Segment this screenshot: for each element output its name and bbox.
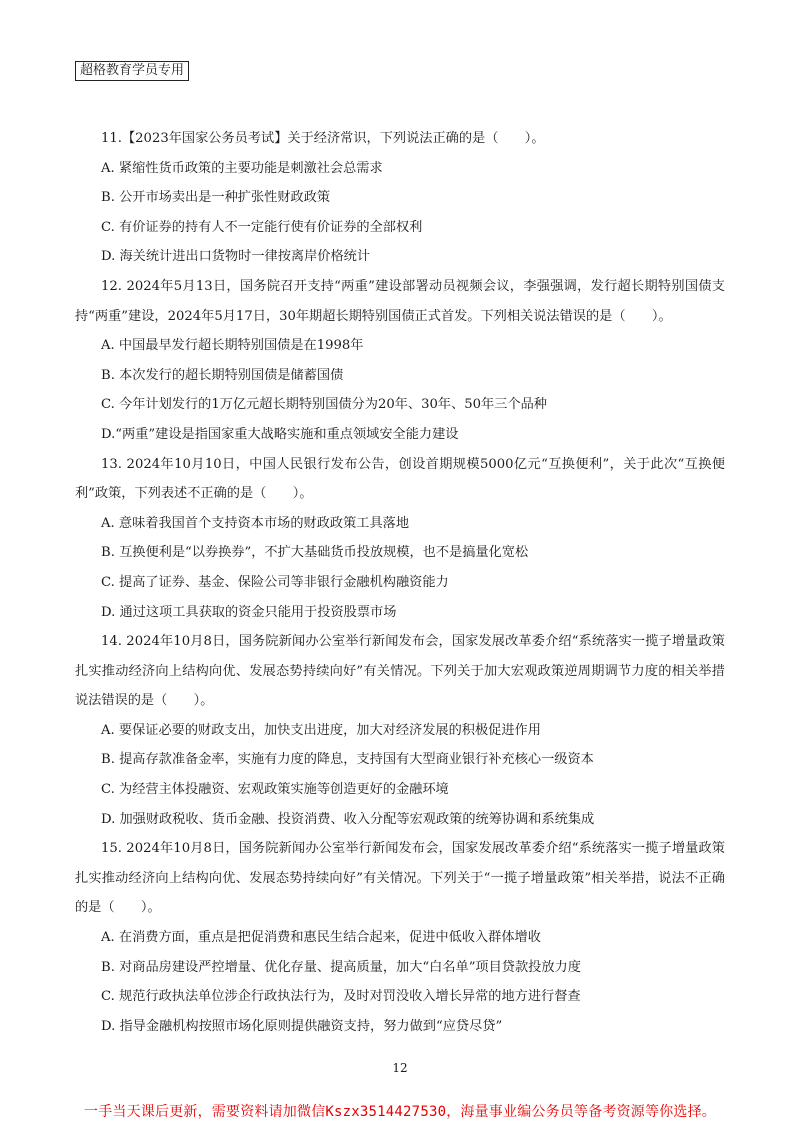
page-number: 12 (392, 1061, 408, 1075)
question-11 (75, 124, 725, 272)
question-12 (75, 272, 725, 450)
option-a: A. 在消费方面，重点是把促消费和惠民生结合起来，促进中低收入群体增收 (101, 930, 541, 946)
option-b: B. 公开市场卖出是一种扩张性财政政策 (101, 190, 331, 206)
option-b: B. 本次发行的超长期特别国债是储蓄国债 (101, 367, 344, 383)
question-stem: 15. 2024年10月8日，国务院新闻办公室举行新闻发布会，国家发展改革委介绍“系统落实一揽子增量政策 扎实推动经济向上结构向优、发展态势持续向好”有关情况。下列关于“一揽子增量政策”相关举措，说法不正确的是（ ）。 (75, 841, 739, 916)
option-c: C. 有价证券的持有人不一定能行使有价证券的全部权利 (101, 219, 423, 235)
option-a: A. 意味着我国首个支持资本市场的财政政策工具落地 (101, 515, 410, 531)
option-c: C. 规范行政执法单位涉企行政执法行为，及时对罚没收入增长异常的地方进行督查 (101, 989, 581, 1005)
option-b: B. 互换便利是“以券换券”，不扩大基础货币投放规模，也不是搞量化宽松 (101, 545, 529, 561)
option-d: D. 海关统计进出口货物时一律按离岸价格统计 (101, 249, 371, 265)
option-d: D.“两重”建设是指国家重大战略实施和重点领域安全能力建设 (101, 426, 459, 442)
question-stem: 11.【2023年国家公务员考试】关于经济常识，下列说法正确的是（ ）。 (101, 131, 545, 146)
option-a: A. 紧缩性货币政策的主要功能是刺激社会总需求 (101, 160, 383, 176)
question-13 (75, 450, 725, 628)
question-list (75, 124, 739, 1041)
option-c: C. 今年计划发行的1万亿元超长期特别国债分为20年、30年、50年三个品种 (101, 397, 547, 413)
question-15 (75, 834, 739, 1041)
question-stem: 14. 2024年10月8日，国务院新闻办公室举行新闻发布会，国家发展改革委介绍“系统落实一揽子增量政策扎实推动经济向上结构向优、发展态势持续向好”有关情况。下列关于加大宏观政策逆周期调节力度的相关举措说法错误的是（ ）。 (75, 634, 725, 709)
option-a: A. 要保证必要的财政支出，加快支出进度，加大对经济发展的积极促进作用 (101, 722, 541, 738)
option-d: D. 指导金融机构按照市场化原则提供融资支持，努力做到“应贷尽贷” (101, 1018, 503, 1034)
option-b: B. 对商品房建设严控增量、优化存量、提高质量，加大“白名单”项目贷款投放力度 (101, 959, 581, 975)
question-stem: 12. 2024年5月13日，国务院召开支持“两重”建设部署动员视频会议，李强强调，发行超长期特别国债支持“两重”建设，2024年5月17日，30年期超长期特别国债正式首发。下列相关说法错误的是（ ）。 (75, 278, 725, 324)
option-d: D. 通过这项工具获取的资金只能用于投资股票市场 (101, 604, 397, 620)
question-14 (75, 627, 725, 834)
header-tag: 超格教育学员专用 (75, 61, 189, 81)
question-stem: 13. 2024年10月10日，中国人民银行发布公告，创设首期规模5000亿元“互换便利”，关于此次“互换便利”政策，下列表述不正确的是（ ）。 (75, 456, 725, 502)
option-b: B. 提高存款准备金率，实施有力度的降息，支持国有大型商业银行补充核心一级资本 (101, 752, 594, 768)
option-c: C. 为经营主体投融资、宏观政策实施等创造更好的金融环境 (101, 782, 449, 798)
option-a: A. 中国最早发行超长期特别国债是在1998年 (101, 338, 364, 354)
option-d: D. 加强财政税收、货币金融、投资消费、收入分配等宏观政策的统筹协调和系统集成 (101, 811, 595, 827)
footer-note: 一手当天课后更新，需要资料请加微信Kszx3514427530，海量事业编公务员等备考资源等你选择。 (84, 1104, 716, 1120)
option-c: C. 提高了证券、基金、保险公司等非银行金融机构融资能力 (101, 574, 449, 590)
